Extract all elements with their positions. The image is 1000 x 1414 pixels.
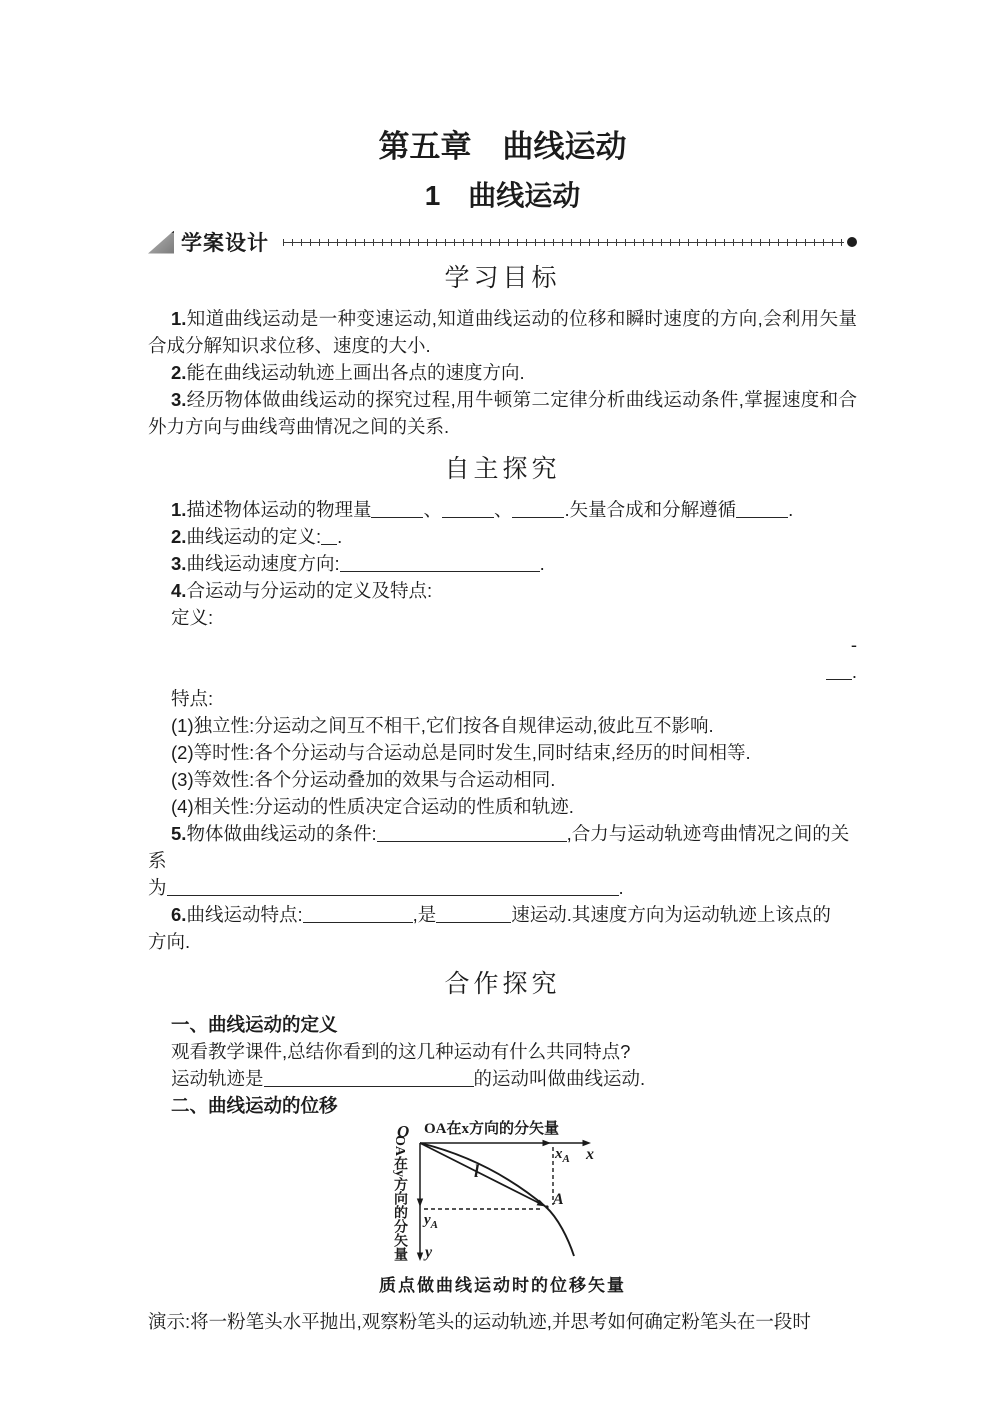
fill-blank bbox=[512, 502, 564, 518]
item-text: 曲线运动特点: bbox=[186, 904, 303, 925]
item-text: 能在曲线运动轨迹上画出各点的速度方向. bbox=[186, 362, 525, 383]
coop-subheading-1: 一、曲线运动的定义 bbox=[171, 1014, 338, 1035]
objective-item bbox=[148, 386, 857, 440]
separator: 、 bbox=[423, 499, 442, 520]
stray-dash-line bbox=[148, 631, 857, 658]
xa-sub: A bbox=[562, 1153, 570, 1165]
objective-item bbox=[148, 305, 857, 359]
design-band bbox=[148, 229, 857, 255]
explore-item-5 bbox=[148, 820, 857, 874]
explore-item-3 bbox=[148, 550, 857, 577]
explore-item-6 bbox=[148, 901, 857, 928]
displacement-label: l bbox=[474, 1161, 480, 1181]
coop-fill-line bbox=[148, 1065, 857, 1092]
chapter-title: 第五章 曲线运动 bbox=[378, 129, 627, 164]
fill-blank bbox=[736, 502, 788, 518]
feature-item: (1)独立性:分运动之间互不相干,它们按各自规律运动,彼此互不影响. bbox=[171, 715, 714, 736]
ya-sub: A bbox=[430, 1219, 439, 1231]
item-number: 2. bbox=[171, 362, 187, 383]
period: . bbox=[618, 877, 624, 898]
explore-item-6-line2: 方向. bbox=[148, 931, 191, 952]
period: . bbox=[788, 499, 794, 520]
y-component-label: OA在y方向的分矢量 bbox=[392, 1135, 407, 1261]
fill-blank bbox=[826, 664, 852, 680]
item-number: 1. bbox=[171, 308, 187, 329]
stray-dash: - bbox=[850, 634, 857, 655]
objectives-heading: 学习目标 bbox=[444, 264, 561, 292]
x-axis-label: x bbox=[586, 1146, 594, 1163]
point-a-label: A bbox=[553, 1191, 564, 1208]
fill-blank bbox=[436, 907, 511, 923]
item-text: 的运动叫做曲线运动. bbox=[473, 1068, 646, 1089]
item-number: 3. bbox=[171, 553, 187, 574]
displacement-figure bbox=[148, 1119, 857, 1269]
item-number: 3. bbox=[171, 389, 187, 410]
fill-blank bbox=[264, 1071, 474, 1087]
end-dot-icon bbox=[847, 237, 857, 247]
decorative-dash-line bbox=[283, 239, 844, 246]
item-text: 为 bbox=[148, 877, 167, 898]
coop-subheading-2: 二、曲线运动的位移 bbox=[171, 1095, 338, 1116]
item-number: 5. bbox=[171, 823, 187, 844]
item-text: 合运动与分运动的定义及特点: bbox=[186, 580, 433, 601]
feature-item: (4)相关性:分运动的性质决定合运动的性质和轨迹. bbox=[171, 796, 574, 817]
item-text: 运动轨迹是 bbox=[171, 1068, 264, 1089]
coop-paragraph: 观看教学课件,总结你看到的这几种运动有什么共同特点? bbox=[171, 1041, 631, 1062]
item-text: 描述物体运动的物理量 bbox=[186, 499, 372, 520]
features-label: 特点: bbox=[171, 688, 214, 709]
item-text: ,合力与运动轨迹弯曲情况之间的关系 bbox=[148, 823, 850, 871]
item-number: 2. bbox=[171, 526, 187, 547]
period: . bbox=[851, 661, 857, 682]
item-text: 物体做曲线运动的条件: bbox=[186, 823, 377, 844]
explore-heading: 自主探究 bbox=[444, 455, 561, 483]
fill-blank bbox=[442, 502, 494, 518]
item-number: 4. bbox=[171, 580, 187, 601]
objective-item bbox=[148, 359, 857, 386]
page-content bbox=[148, 0, 857, 1335]
fill-blank bbox=[321, 529, 337, 545]
xa-label bbox=[555, 1146, 570, 1165]
feature-item: (2)等时性:各个分运动与合运动总是同时发生,同时结束,经历的时间相等. bbox=[171, 742, 751, 763]
demo-paragraph: 演示:将一粉笔头水平抛出,观察粉笔头的运动轨迹,并思考如何确定粉笔头在一段时 bbox=[148, 1311, 811, 1332]
coop-heading: 合作探究 bbox=[444, 970, 561, 998]
item-text: .矢量合成和分解遵循 bbox=[564, 499, 737, 520]
item-text: 知道曲线运动是一种变速运动,知道曲线运动的位移和瞬时速度的方向,会利用矢量合成分解知识求位移、速度的大小. bbox=[148, 308, 857, 356]
explore-item-2 bbox=[148, 523, 857, 550]
definition-label: 定义: bbox=[171, 607, 214, 628]
item-text: 曲线运动的定义: bbox=[186, 526, 322, 547]
lesson-title: 1 曲线运动 bbox=[424, 180, 581, 211]
item-text: 速运动.其速度方向为运动轨迹上该点的 bbox=[511, 904, 831, 925]
item-number: 6. bbox=[171, 904, 187, 925]
explore-item-5-line2 bbox=[148, 874, 857, 901]
figure-canvas bbox=[392, 1119, 675, 1269]
period: . bbox=[539, 553, 545, 574]
item-text: 经历物体做曲线运动的探究过程,用牛顿第二定律分析曲线运动条件,掌握速度和合外力方向与曲线弯曲情况之间的关系. bbox=[148, 389, 857, 437]
band-label: 学案设计 bbox=[181, 232, 269, 255]
fill-blank bbox=[303, 907, 413, 923]
item-text: ,是 bbox=[412, 904, 437, 925]
fill-blank bbox=[167, 880, 619, 896]
separator: 、 bbox=[493, 499, 513, 520]
stray-blank-line bbox=[148, 658, 857, 685]
item-text: 曲线运动速度方向: bbox=[186, 553, 340, 574]
explore-item-1 bbox=[148, 496, 857, 523]
fill-blank bbox=[377, 826, 567, 842]
origin-label: O bbox=[397, 1122, 410, 1141]
figure-caption: 质点做曲线运动时的位移矢量 bbox=[379, 1276, 626, 1295]
figure-drawing bbox=[395, 1119, 675, 1269]
fill-blank bbox=[340, 556, 540, 572]
explore-item-4 bbox=[148, 577, 857, 604]
y-axis-label: y bbox=[425, 1244, 433, 1261]
x-component-label: OA在x方向的分矢量 bbox=[424, 1121, 560, 1137]
xa-base: x bbox=[555, 1146, 563, 1162]
triangle-icon bbox=[148, 231, 174, 254]
fill-blank bbox=[371, 502, 423, 518]
period: . bbox=[337, 526, 343, 547]
feature-item: (3)等效性:各个分运动叠加的效果与合运动相同. bbox=[171, 769, 556, 790]
ya-base: y bbox=[424, 1212, 431, 1228]
ya-label bbox=[424, 1212, 438, 1231]
item-number: 1. bbox=[171, 499, 187, 520]
